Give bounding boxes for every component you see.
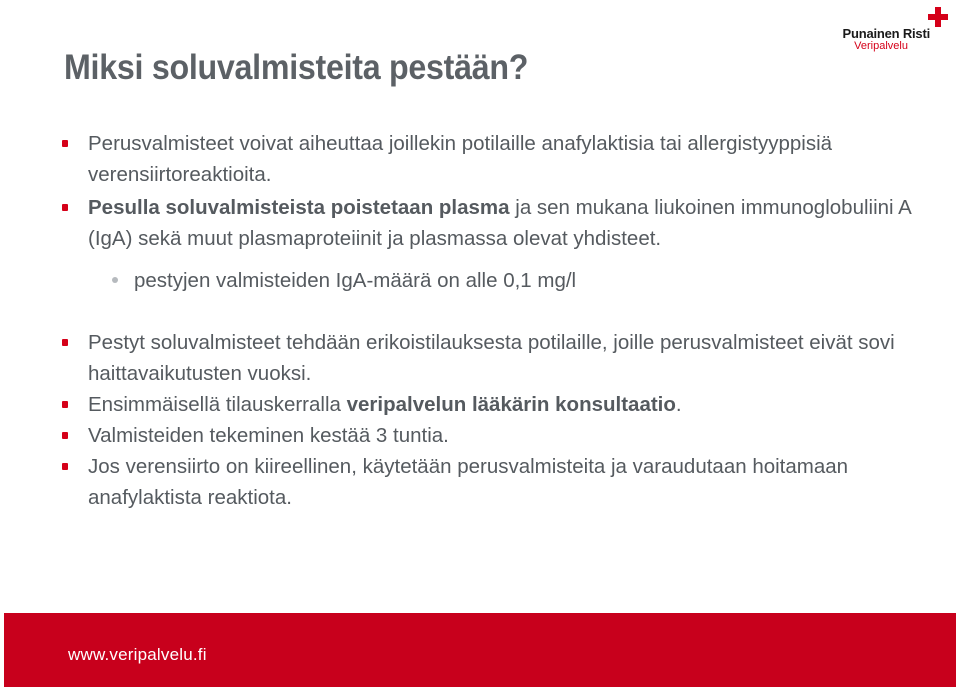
bullet-text: . xyxy=(675,393,682,416)
slide-title: Miksi soluvalmisteita pestään? xyxy=(64,48,529,87)
footer-bar xyxy=(4,613,956,687)
bullet-text: ja sen mukana liukoinen immunoglobuliini A (IgA) sekä muut plasmaproteiinit ja plasmassa olevat yhdisteet. xyxy=(88,196,911,250)
bullet-icon xyxy=(62,401,68,408)
bullet-icon xyxy=(62,432,68,439)
bullet-item xyxy=(62,389,922,420)
bullet-icon xyxy=(62,204,68,211)
red-cross-icon xyxy=(928,7,948,27)
bullet-text-bold: veripalvelun lääkärin konsultaatio xyxy=(346,393,676,416)
sub-bullet-item xyxy=(62,265,922,296)
logo-name: Punainen Risti xyxy=(842,26,930,41)
bullet-icon xyxy=(62,140,68,147)
bullet-icon xyxy=(62,339,68,346)
bullet-item xyxy=(62,128,922,190)
bullet-text-bold: Pesulla soluvalmisteista poistetaan plasma xyxy=(88,196,510,219)
bullet-list xyxy=(62,128,922,513)
bullet-item xyxy=(62,192,922,254)
bullet-text: Perusvalmisteet voivat aiheuttaa joillekin potilaille anafylaktisia tai allergistyyppisiä verensiirtoreaktioita. xyxy=(88,132,833,186)
sub-bullet-text: pestyjen valmisteiden IgA-määrä on alle 0,1 mg/l xyxy=(134,269,577,292)
logo-subtitle: Veripalvelu xyxy=(854,40,908,52)
bullet-item xyxy=(62,327,922,389)
sub-bullet-icon xyxy=(112,277,118,283)
bullet-text: Ensimmäisellä tilauskerralla xyxy=(88,393,347,416)
bullet-text: Valmisteiden tekeminen kestää 3 tuntia. xyxy=(88,424,449,447)
bullet-text: Pestyt soluvalmisteet tehdään erikoistilauksesta potilaille, joille perusvalmisteet eivät sovi haittavaikutusten vuoksi. xyxy=(88,331,895,385)
bullet-item xyxy=(62,420,922,451)
bullet-item xyxy=(62,451,922,513)
bullet-text: Jos verensiirto on kiireellinen, käytetään perusvalmisteita ja varaudutaan hoitamaan anafylaktista reaktiota. xyxy=(88,455,849,509)
punainen-risti-logo xyxy=(808,5,948,51)
footer-url[interactable]: www.veripalvelu.fi xyxy=(68,645,207,664)
bullet-icon xyxy=(62,463,68,470)
